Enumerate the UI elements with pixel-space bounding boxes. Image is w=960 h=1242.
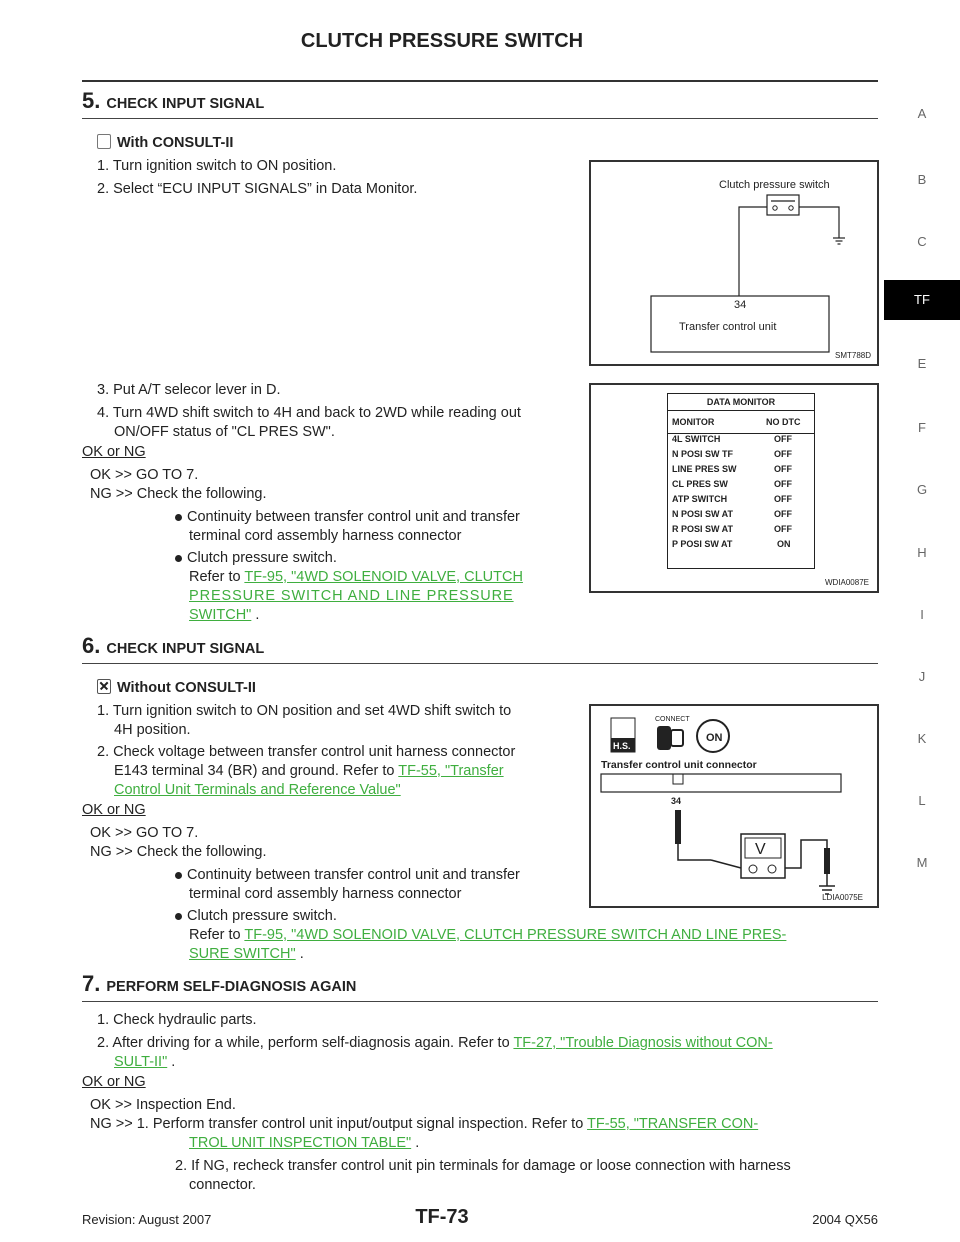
figure-code: LDIA0075E bbox=[822, 893, 863, 902]
step7-ng2-cont: connector. bbox=[189, 1177, 256, 1193]
table-row: ATP SWITCH OFF bbox=[672, 494, 792, 504]
step5-heading bbox=[82, 88, 264, 114]
step6-ng: NG >> Check the following. bbox=[90, 844, 267, 860]
link-tf27-a[interactable]: TF-27, "Trouble Diagnosis without CON- bbox=[513, 1035, 773, 1051]
link-tf95-long-b[interactable]: SURE SWITCH" bbox=[189, 946, 296, 962]
table-row: R POSI SW AT OFF bbox=[672, 524, 792, 534]
data-monitor-columns bbox=[668, 411, 814, 434]
tab-g[interactable]: G bbox=[916, 482, 928, 497]
step5-ng: NG >> Check the following. bbox=[90, 486, 267, 502]
tab-k[interactable]: K bbox=[917, 731, 927, 746]
col-monitor: MONITOR bbox=[672, 417, 715, 427]
link-tf55-table-b[interactable]: TROL UNIT INSPECTION TABLE" bbox=[189, 1135, 412, 1151]
table-row: LINE PRES SW OFF bbox=[672, 464, 792, 474]
step5-bullet1: Continuity between transfer control unit and transfer bbox=[175, 508, 520, 527]
step7-ng1: NG >> 1. Perform transfer control unit input/output signal inspection. Refer to TF-55, "TRANSFER CON- bbox=[90, 1116, 759, 1132]
link-tf95-long-a[interactable]: TF-95, "4WD SOLENOID VALVE, CLUTCH PRESSURE SWITCH AND LINE PRES- bbox=[244, 927, 787, 943]
step5-mode bbox=[97, 134, 233, 151]
table-row: CL PRES SW OFF bbox=[672, 479, 792, 489]
step5-ok: OK >> GO TO 7. bbox=[90, 467, 199, 483]
hs-label: H.S. bbox=[613, 741, 631, 751]
step6-okng: OK or NG bbox=[82, 802, 146, 818]
step5-mode-label: With CONSULT-II bbox=[117, 135, 234, 151]
step5-link-line2 bbox=[189, 587, 514, 606]
step7-title: PERFORM SELF-DIAGNOSIS AGAIN bbox=[106, 979, 357, 995]
tab-l[interactable]: L bbox=[918, 793, 926, 808]
pin-label: 34 bbox=[734, 299, 747, 311]
tab-a[interactable]: A bbox=[917, 106, 927, 121]
tab-j[interactable]: J bbox=[918, 669, 926, 684]
step5-item1: 1. Turn ignition switch to ON position. bbox=[97, 158, 337, 174]
bullet-icon bbox=[175, 913, 182, 920]
figure-smt788d bbox=[589, 160, 879, 366]
step7-rule bbox=[82, 1001, 878, 1002]
step6-title: CHECK INPUT SIGNAL bbox=[106, 641, 265, 657]
step5-item4-cont: ON/OFF status of "CL PRES SW". bbox=[114, 424, 335, 440]
step5-okng: OK or NG bbox=[82, 444, 146, 460]
figure-code: WDIA0087E bbox=[824, 578, 869, 587]
link-tf95-b[interactable]: PRESSURE SWITCH AND LINE PRESSURE bbox=[189, 588, 514, 604]
step6-heading bbox=[82, 633, 264, 659]
step7-ok: OK >> Inspection End. bbox=[90, 1097, 236, 1113]
step6-bullet1: Continuity between transfer control unit and transfer bbox=[175, 866, 520, 885]
step7-ng2: 2. If NG, recheck transfer control unit pin terminals for damage or loose connection with harness bbox=[175, 1158, 791, 1174]
step6-rule bbox=[82, 663, 878, 664]
step7-okng: OK or NG bbox=[82, 1074, 146, 1090]
step6-item2: 2. Check voltage between transfer control unit harness connector bbox=[97, 744, 516, 760]
meter-label: V bbox=[755, 841, 766, 858]
data-monitor-screen bbox=[667, 393, 815, 569]
table-row: 4L SWITCH OFF bbox=[672, 434, 792, 444]
step5-rule bbox=[82, 118, 878, 119]
step7-number: 7. bbox=[82, 971, 101, 996]
link-tf55-b[interactable]: Control Unit Terminals and Reference Value" bbox=[114, 782, 401, 798]
step7-ng1-cont: TROL UNIT INSPECTION TABLE" . bbox=[189, 1135, 420, 1151]
step5-link-line3: SWITCH" . bbox=[189, 607, 260, 623]
connector-label: Transfer control unit connector bbox=[601, 759, 757, 771]
step6-item1-cont: 4H position. bbox=[114, 722, 191, 738]
tab-f[interactable]: F bbox=[918, 420, 926, 435]
col-status: NO DTC bbox=[766, 417, 801, 427]
pin-label: 34 bbox=[671, 796, 682, 806]
link-tf27-b[interactable]: SULT-II" bbox=[114, 1054, 168, 1070]
page-title: CLUTCH PRESSURE SWITCH bbox=[300, 30, 584, 52]
step6-item2-cont: E143 terminal 34 (BR) and ground. Refer to TF-55, "Transfer bbox=[114, 763, 504, 779]
link-tf95-a[interactable]: TF-95, "4WD SOLENOID VALVE, CLUTCH bbox=[244, 569, 523, 585]
tab-e[interactable]: E bbox=[917, 356, 927, 371]
step6-link-line2: SURE SWITCH" . bbox=[189, 946, 304, 962]
step6-item1: 1. Turn ignition switch to ON position and set 4WD shift switch to bbox=[97, 703, 512, 719]
link-tf55-a[interactable]: TF-55, "Transfer bbox=[398, 763, 504, 779]
step6-number: 6. bbox=[82, 633, 101, 658]
tab-c[interactable]: C bbox=[917, 234, 927, 249]
step5-item2: 2. Select “ECU INPUT SIGNALS” in Data Monitor. bbox=[97, 181, 418, 197]
bullet-icon bbox=[175, 555, 182, 562]
bullet-icon bbox=[175, 514, 182, 521]
step6-bullet1-cont: terminal cord assembly harness connector bbox=[189, 886, 462, 902]
step5-item3: 3. Put A/T selecor lever in D. bbox=[97, 382, 281, 398]
tab-h[interactable]: H bbox=[917, 545, 927, 560]
model-year: 2004 QX56 bbox=[812, 1212, 878, 1227]
table-row: P POSI SW AT ON bbox=[672, 539, 791, 549]
step6-mode bbox=[97, 679, 256, 696]
step7-item2-cont: SULT-II" . bbox=[114, 1054, 176, 1070]
step5-item4: 4. Turn 4WD shift switch to 4H and back to 2WD while reading out bbox=[97, 405, 521, 421]
step6-mode-label: Without CONSULT-II bbox=[117, 680, 256, 696]
step7-item1: 1. Check hydraulic parts. bbox=[97, 1012, 257, 1028]
voltage-check-diagram bbox=[591, 706, 877, 906]
step5-title: CHECK INPUT SIGNAL bbox=[106, 96, 265, 112]
unit-label: Transfer control unit bbox=[679, 321, 777, 333]
step5-bullet2: Clutch pressure switch. bbox=[175, 549, 337, 568]
step7-item2: 2. After driving for a while, perform self-diagnosis again. Refer to TF-27, "Trouble Diagnosis without CON- bbox=[97, 1035, 773, 1051]
revision-date: Revision: August 2007 bbox=[82, 1212, 212, 1227]
tab-i[interactable]: I bbox=[920, 607, 924, 622]
step6-refer: Refer to TF-95, "4WD SOLENOID VALVE, CLUTCH PRESSURE SWITCH AND LINE PRES- bbox=[189, 927, 787, 943]
step6-bullet2: Clutch pressure switch. bbox=[175, 907, 337, 926]
data-monitor-rows bbox=[668, 434, 814, 554]
step5-number: 5. bbox=[82, 88, 101, 113]
figure-ldia0075e bbox=[589, 704, 879, 908]
table-row: N POSI SW AT OFF bbox=[672, 509, 792, 519]
page-number: TF-73 bbox=[415, 1206, 469, 1228]
link-tf55-table-a[interactable]: TF-55, "TRANSFER CON- bbox=[587, 1116, 759, 1132]
no-consult-icon bbox=[97, 679, 111, 694]
data-monitor-header: DATA MONITOR bbox=[668, 394, 814, 411]
step6-ok: OK >> GO TO 7. bbox=[90, 825, 199, 841]
on-label: ON bbox=[706, 732, 723, 744]
consult-icon bbox=[97, 134, 111, 149]
bullet-icon bbox=[175, 872, 182, 879]
figure-code: SMT788D bbox=[834, 351, 871, 360]
tab-tf[interactable]: TF bbox=[884, 280, 960, 320]
figure-wdia0087e bbox=[589, 383, 879, 593]
connect-label: CONNECT bbox=[655, 716, 690, 723]
step7-heading bbox=[82, 971, 356, 997]
step6-item2-link bbox=[114, 781, 401, 800]
table-row: N POSI SW TF OFF bbox=[672, 449, 792, 459]
circuit-diagram bbox=[591, 162, 877, 364]
tab-b[interactable]: B bbox=[917, 172, 927, 187]
link-tf95-c[interactable]: SWITCH" bbox=[189, 607, 252, 623]
header-rule bbox=[82, 80, 878, 82]
step5-refer: Refer to TF-95, "4WD SOLENOID VALVE, CLUTCH bbox=[189, 569, 523, 585]
tab-m[interactable]: M bbox=[916, 855, 928, 870]
switch-label: Clutch pressure switch bbox=[719, 179, 830, 191]
step5-bullet1-cont: terminal cord assembly harness connector bbox=[189, 528, 462, 544]
